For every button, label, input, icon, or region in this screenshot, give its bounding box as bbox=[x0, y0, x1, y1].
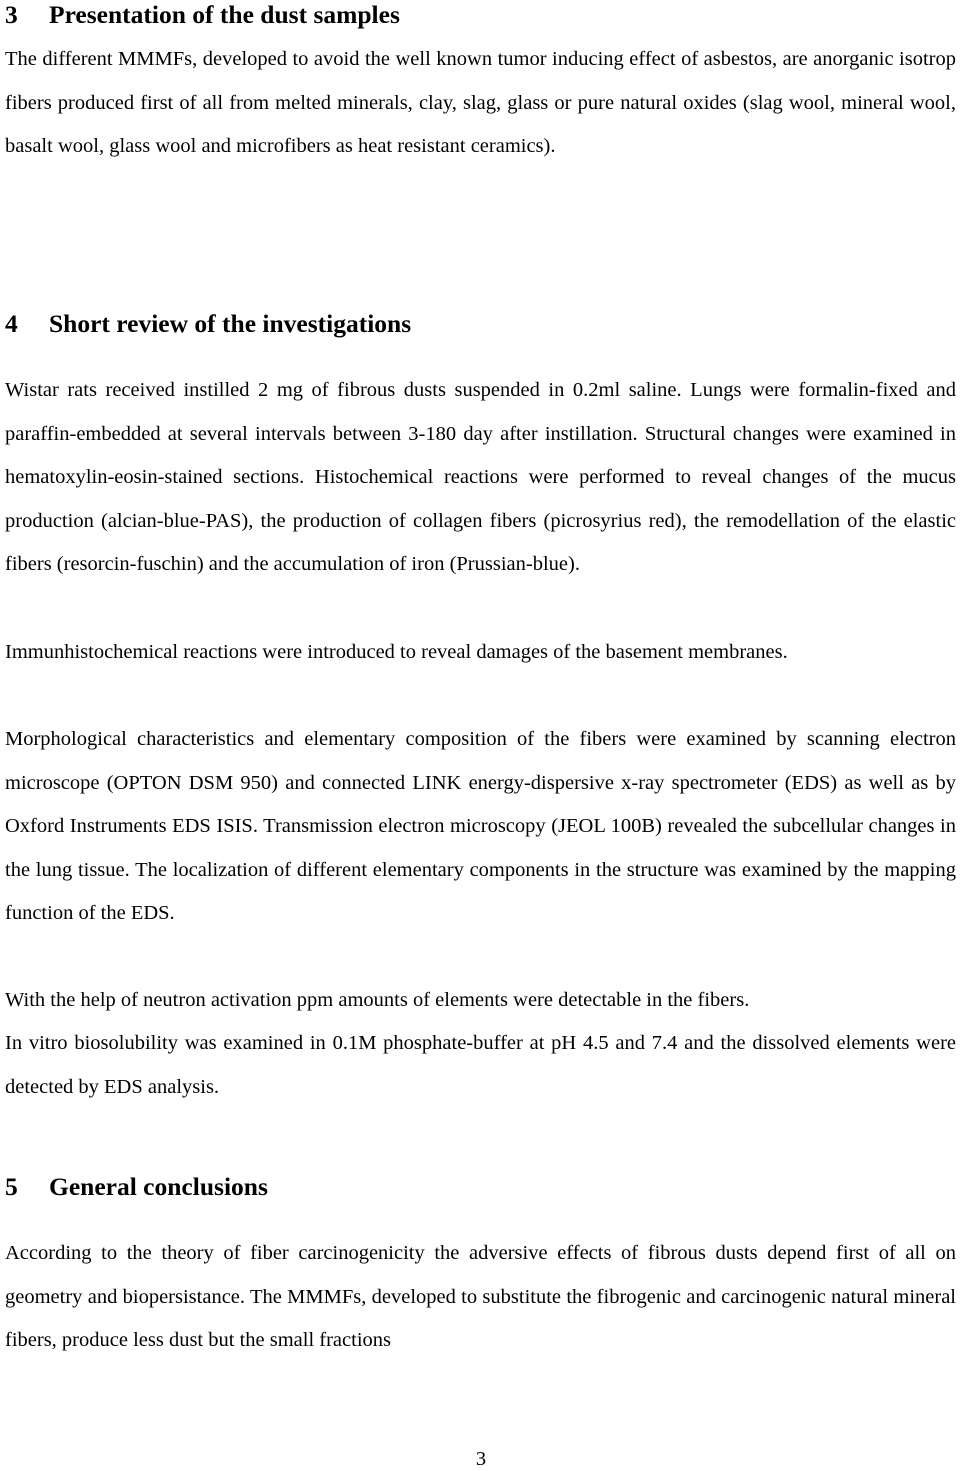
paragraph: Morphological characteristics and elementary composition of the fibers were examined by scanning electron microscope (OPTON DSM 950) and connected LINK energy-dispersive x-ray spectrometer (EDS) as well as by Oxford Instruments EDS ISIS. Transmission electron microscopy (JEOL 100B) revealed the subcellular changes in the lung tissue. The localization of different elementary components in the structure was examined by the mapping function of the EDS. bbox=[5, 728, 956, 925]
section-number: 4 bbox=[5, 309, 18, 338]
section-number: 3 bbox=[5, 0, 18, 29]
paragraph: Wistar rats received instilled 2 mg of fibrous dusts suspended in 0.2ml saline. Lungs were formalin-fixed and paraffin-embedded at several intervals between 3-180 day after instillation. Structural changes were examined in hematoxylin-eosin-stained sections. Histochemical reactions were performed to reveal changes of the mucus production (alcian-blue-PAS), the production of collagen fibers (picrosyrius red), the remodellation of the elastic fibers (resorcin-fuschin) and the accumulation of iron (Prussian-blue). bbox=[5, 379, 956, 576]
paragraph: Immunhistochemical reactions were introduced to reveal damages of the basement membranes. bbox=[5, 641, 788, 663]
section-heading bbox=[5, 309, 411, 339]
section-heading bbox=[5, 1172, 268, 1202]
section-number: 5 bbox=[5, 1172, 18, 1201]
paragraph: The different MMMFs, developed to avoid the well known tumor inducing effect of asbestos, are anorganic isotrop fibers produced first of all from melted minerals, clay, slag, glass or pure natural oxides (slag wool, mineral wool, basalt wool, glass wool and microfibers as heat resistant ceramics). bbox=[5, 48, 956, 158]
section-title: Presentation of the dust samples bbox=[49, 0, 400, 29]
paragraph: With the help of neutron activation ppm amounts of elements were detectable in the fibers. bbox=[5, 989, 750, 1011]
paragraph: In vitro biosolubility was examined in 0.1M phosphate-buffer at pH 4.5 and 7.4 and the dissolved elements were detected by EDS analysis. bbox=[5, 1032, 956, 1098]
paragraph: According to the theory of fiber carcinogenicity the adversive effects of fibrous dusts depend first of all on geometry and biopersistance. The MMMFs, developed to substitute the fibrogenic and carcinogenic natural mineral fibers, produce less dust but the small fractions bbox=[5, 1242, 956, 1352]
section-title: General conclusions bbox=[49, 1172, 268, 1201]
section-title: Short review of the investigations bbox=[49, 309, 412, 338]
page-number: 3 bbox=[475, 1448, 487, 1470]
section-heading bbox=[5, 0, 400, 30]
